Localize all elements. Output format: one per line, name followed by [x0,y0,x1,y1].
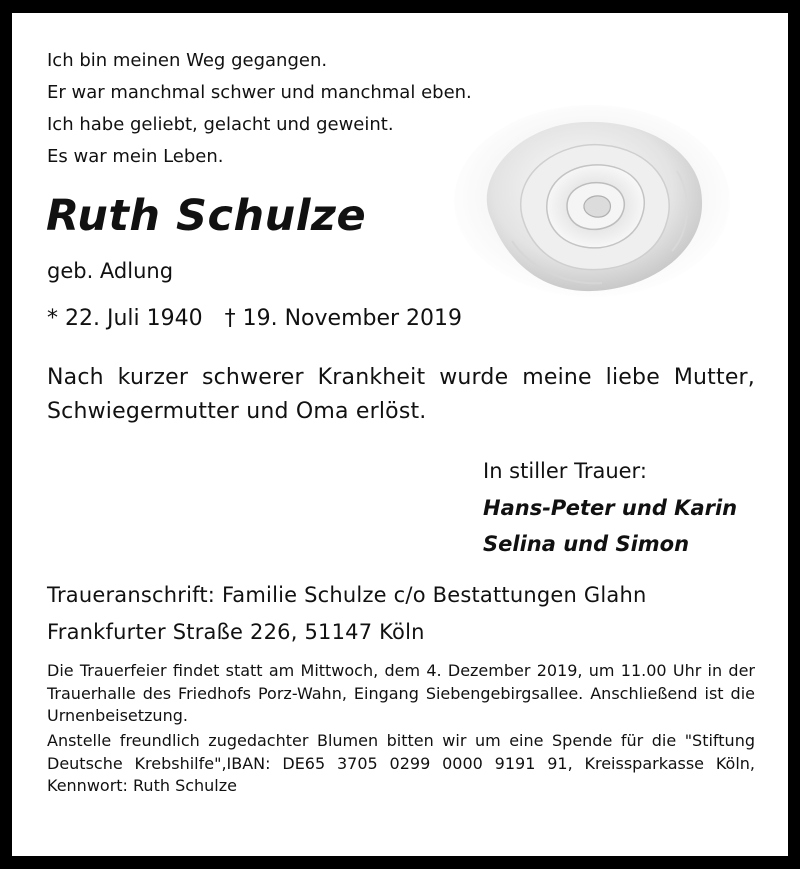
mourning-address [47,577,647,651]
deceased-name: Ruth Schulze [46,191,367,241]
address-line: Traueranschrift: Familie Schulze c/o Bestattungen Glahn [47,583,647,607]
funeral-info: Die Trauerfeier findet statt am Mittwoch, dem 4. Dezember 2019, um 11.00 Uhr in der Trauerhalle des Friedhofs Porz-Wahn, Eingang Siebengebirgsallee. Anschließend ist die Urnenbeisetzung. [47,661,755,725]
poem-line: Es war mein Leben. [47,146,224,167]
poem-line: Ich bin meinen Weg gegangen. [47,50,328,71]
donation-info: Anstelle freundlich zugedachter Blumen bitten wir um eine Spende für die "Stiftung Deutsche Krebshilfe",IBAN: DE65 3705 0299 0000 9191 91, Kreissparkasse Köln, Kennwort: Ruth Schulze [47,731,755,795]
address-line: Frankfurter Straße 226, 51147 Köln [47,620,425,644]
poem [47,45,472,173]
death-date: † 19. November 2019 [224,306,463,331]
poem-line: Er war manchmal schwer und manchmal eben. [47,82,472,103]
born-name: geb. Adlung [47,259,174,283]
mourner-name: Hans-Peter und Karin [483,496,738,520]
life-dates [47,306,462,331]
poem-line: Ich habe geliebt, gelacht und geweint. [47,114,394,135]
mourners [483,490,737,562]
mourning-block [483,453,737,562]
mourner-name: Selina und Simon [483,532,690,556]
birth-date: * 22. Juli 1940 [47,306,203,331]
death-message: Nach kurzer schwerer Krankheit wurde meine liebe Mutter, Schwiegermutter und Oma erlöst. [47,365,755,424]
obituary-card [12,13,788,856]
mourning-label: In stiller Trauer: [483,459,647,483]
rose-image [452,101,732,299]
